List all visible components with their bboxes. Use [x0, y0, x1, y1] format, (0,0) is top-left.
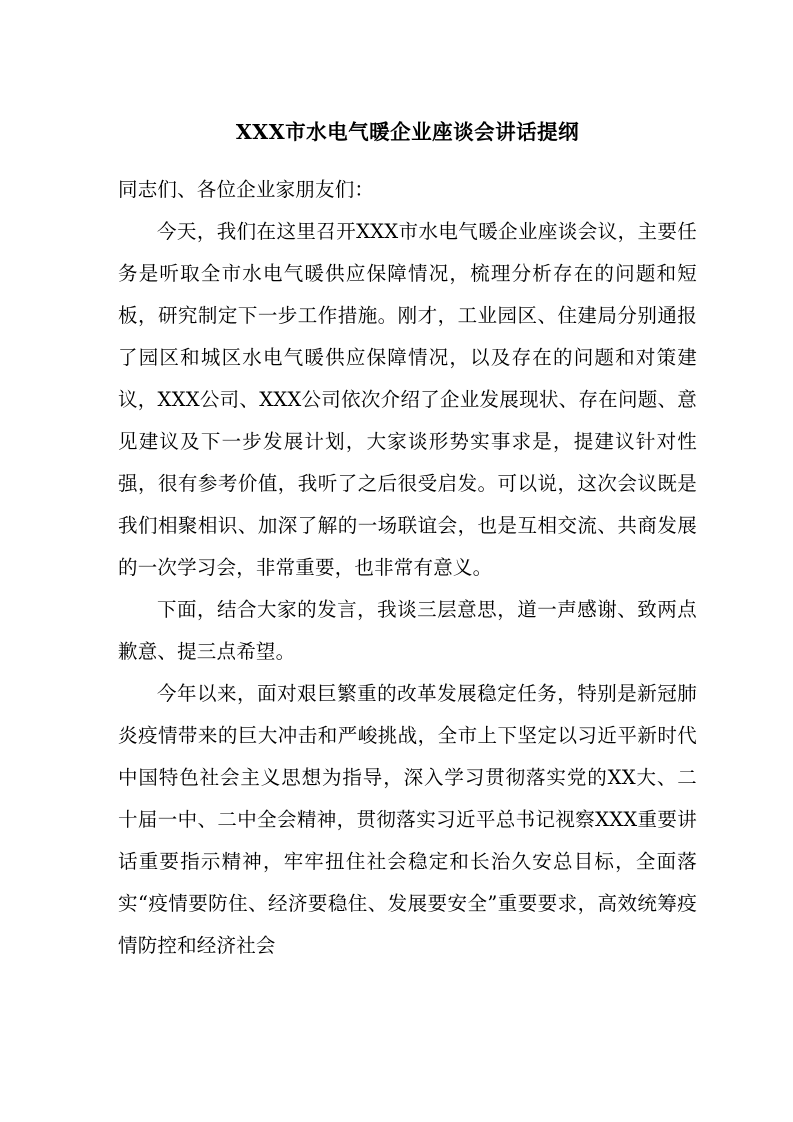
page-title: XXX市水电气暖企业座谈会讲话提纲: [235, 120, 580, 144]
paragraph-body-3: 今年以来，面对艰巨繁重的改革发展稳定任务，特别是新冠肺炎疫情带来的巨大冲击和严峻挑战，全市上下坚定以习近平新时代中国特色社会主义思想为指导，深入学习贯彻落实党的XX大、二十届一中、二中全会精神，贯彻落实习近平总书记视察XXX重要讲话重要指示精神，牢牢扭住社会稳定和长治久安总目标，全面落实“疫情要防住、经济要稳住、发展要安全”重要要求，高效统筹疫情防控和经济社会: [118, 681, 697, 957]
paragraph-salutation: 同志们、各位企业家朋友们：: [118, 177, 375, 201]
paragraph-body-2: 下面，结合大家的发言，我谈三层意思，道一声感谢、致两点歉意、提三点希望。: [118, 597, 697, 663]
paragraph-body-1: 今天，我们在这里召开XXX市水电气暖企业座谈会议，主要任务是听取全市水电气暖供应保障情况，梳理分析存在的问题和短板，研究制定下一步工作措施。刚才，工业园区、住建局分别通报了园区和城区水电气暖供应保障情况，以及存在的问题和对策建议，XXX公司、XXX公司依次介绍了企业发展现状、存在问题、意见建议及下一步发展计划，大家谈形势实事求是，提建议针对性强，很有参考价值，我听了之后很受启发。可以说，这次会议既是我们相聚相识、加深了解的一场联谊会，也是互相交流、共商发展的一次学习会，非常重要，也非常有意义。: [118, 219, 697, 579]
